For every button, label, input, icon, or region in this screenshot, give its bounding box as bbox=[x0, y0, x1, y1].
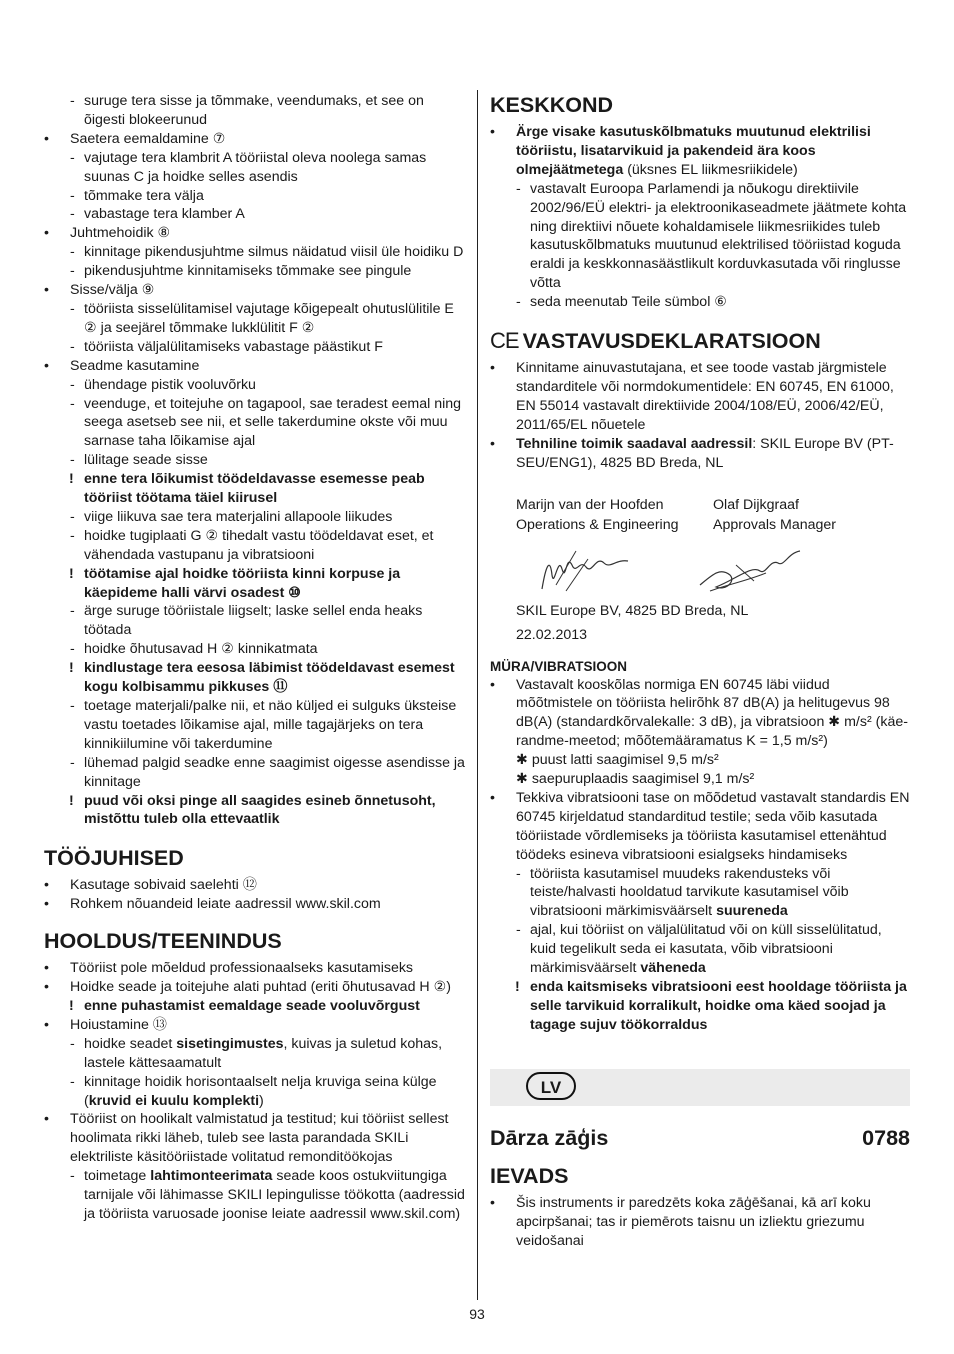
list-item-text: Sisse/välja ⑨ bbox=[70, 282, 155, 299]
signatory-names bbox=[490, 495, 910, 535]
list-item-text: hoidke tugiplaati G ② tihedalt vastu töödeldavat eset, et vähendada vastupanu ja vibratsiooni bbox=[84, 527, 434, 563]
list-item bbox=[490, 435, 910, 473]
list-item bbox=[44, 527, 468, 565]
right-column bbox=[490, 92, 910, 1250]
list-item-text: enne tera lõikumist töödeldavasse esemesse peab tööriist töötama täiel kiirusel bbox=[84, 471, 425, 507]
list-item bbox=[44, 376, 468, 395]
signatory-2-name: Olaf Dijkgraaf bbox=[713, 496, 799, 513]
dash-marker: - bbox=[70, 603, 75, 620]
bullet-icon: • bbox=[44, 357, 49, 374]
noise-vibration-list bbox=[490, 676, 910, 1035]
list-item-text: ✱ saepuruplaadis saagimisel 9,1 m/s² bbox=[516, 771, 755, 788]
dash-marker: - bbox=[70, 754, 75, 771]
dash-marker: - bbox=[70, 1073, 75, 1090]
bullet-icon: • bbox=[44, 960, 49, 977]
section-title-vastavus bbox=[490, 328, 910, 354]
ce-mark-icon: CE bbox=[490, 328, 519, 354]
list-item bbox=[44, 1073, 468, 1111]
list-item-text: Saetera eemaldamine ⑦ bbox=[70, 130, 226, 147]
bullet-icon: • bbox=[490, 435, 495, 452]
bullet-icon: • bbox=[44, 896, 49, 913]
bullet-icon: • bbox=[44, 1111, 49, 1128]
text-segment: , kuivas ja suletud kohas, lastele kättesaamatult bbox=[84, 1035, 443, 1071]
warning-mark-icon: ! bbox=[69, 792, 74, 809]
bullet-icon: • bbox=[490, 1194, 495, 1211]
maintenance-list bbox=[44, 959, 468, 1224]
list-item-text: Kinnitame ainuvastutajana, et see toode vastab järgmistele standarditele või normdokumentidele: EN 60745, EN 61000, EN 55014 vastavalt direktiivide 2004/108/EÜ, 2006/42/EÜ, 2011/65/EL nõuetele bbox=[516, 360, 894, 433]
dash-marker: - bbox=[70, 641, 75, 658]
list-item-text: lülitage seade sisse bbox=[84, 452, 208, 469]
list-item-text bbox=[530, 866, 849, 920]
list-item bbox=[44, 1167, 468, 1224]
left-column bbox=[44, 92, 468, 1224]
list-item-text: Tööriist on hoolikalt valmistatud ja testitud; kui tööriist sellest hoolimata rikki läheb, tuleb see lasta parandada SKILi elektriliste käsitööriistade volitatud remonditöökojas bbox=[70, 1111, 449, 1166]
list-item-text: vajutage tera klambrit A tööriistal oleva noolega samas suunas C ja hoidke selles asendis bbox=[84, 149, 427, 185]
list-item-text: puud või oksi pinge all saagides esineb õnnetusoht, mistõttu tuleb olla ettevaatlik bbox=[84, 792, 436, 828]
bullet-icon: • bbox=[44, 877, 49, 894]
emphasis-text: lahtimonteerimata bbox=[150, 1168, 273, 1185]
list-item bbox=[44, 1110, 468, 1167]
list-item bbox=[490, 293, 910, 312]
warning-mark-icon: ! bbox=[69, 565, 74, 582]
warning-mark-icon: ! bbox=[69, 471, 74, 488]
list-item bbox=[490, 359, 910, 435]
declaration-list bbox=[490, 359, 910, 472]
list-item-text: hoidke õhutusavad H ② kinnikatmata bbox=[84, 641, 318, 658]
text-segment: (üksnes EL liikmesriikidele) bbox=[623, 161, 798, 178]
list-item-text: enda kaitsmiseks vibratsiooni eest hooldage tööriista ja selle tarvikuid korralikult, hoidke oma käed soojad ja tagage sujuv töökorraldus bbox=[530, 979, 907, 1033]
product-code: 0788 bbox=[862, 1125, 910, 1150]
dash-marker: - bbox=[70, 452, 75, 469]
introduction-list bbox=[490, 1194, 910, 1251]
bullet-icon: • bbox=[44, 225, 49, 242]
text-segment: tööriista kasutamisel muudeks rakendusteks või teiste/halvasti hooldatud tarvikute kasutamisel võib vibratsiooni märkimisväärselt bbox=[530, 865, 849, 920]
list-item bbox=[490, 978, 910, 1035]
list-item-text: tööriista sisselülitamisel vajutage kõigepealt ohutuslülitile E ② ja seejärel tõmmake lukklülitit F ② bbox=[84, 300, 454, 336]
emphasis-text: sisetingimustes bbox=[176, 1035, 284, 1052]
list-item bbox=[44, 395, 468, 452]
list-item bbox=[44, 997, 468, 1016]
list-item bbox=[490, 180, 910, 293]
list-item-text: ärge suruge tööriistale liigselt; laske sellel enda heaks töötada bbox=[84, 603, 423, 639]
list-item-text: toetage materjali/palke nii, et näo küljed ei sulguks üksteise vastu toetades lõikamise ajal, mille tagajärjeks on tera kinnikiilumine või takerdumine bbox=[84, 698, 457, 752]
section-title-mura: MÜRA/VIBRATSIOON bbox=[490, 658, 627, 674]
list-item bbox=[44, 876, 468, 895]
list-item-text: kindlustage tera eesosa läbimist töödeldavast esemest kogu kolbisammu pikkuses ⑪ bbox=[84, 660, 455, 696]
list-item bbox=[490, 676, 910, 752]
list-item bbox=[44, 338, 468, 357]
signature-2-icon bbox=[696, 545, 806, 597]
emphasis-text: väheneda bbox=[640, 960, 706, 977]
list-item-text: Vastavalt kooskõlas normiga EN 60745 läbi viidud mõõtmistele on tööriista helirõhk 87 dB(A) ja helitugevus 98 dB(A) (standardkõrvalekalle: 3 dB), ja vibratsioon ✱ m/s² (käe-randme-meetod; mõõtemääramatus K = 1,5 m/s²) bbox=[516, 676, 908, 750]
dash-marker: - bbox=[70, 698, 75, 714]
text-segment: ajal, kui tööriist on väljalülitatud või on küll sisselülitatud, kuid tegelikult seda ei kasutata, võib vibratsiooni märkimisväärselt bbox=[530, 922, 882, 977]
list-item bbox=[44, 659, 468, 697]
dash-marker: - bbox=[516, 180, 521, 197]
list-item bbox=[44, 959, 468, 978]
list-item bbox=[44, 92, 468, 130]
list-item bbox=[44, 243, 468, 262]
list-item-text bbox=[84, 1168, 465, 1222]
text-segment: seade koos ostukviitungiga tarnijale või lähimasse SKILI lepingulisse töökotta (aadressid ja tööriista varuosade joonise leiate aadressil www.skil.com) bbox=[84, 1168, 465, 1222]
list-item-text: seda meenutab Teile sümbol ⑥ bbox=[530, 294, 728, 311]
list-item bbox=[490, 770, 910, 789]
dash-marker: - bbox=[70, 187, 75, 204]
dash-marker: - bbox=[70, 206, 75, 223]
list-item-text: vastavalt Euroopa Parlamendi ja nõukogu direktiivile 2002/96/EÜ elektri- ja elektroonikaseadmete jäätmete kohta ning direktiivi nõuete kohaldamisele liikmesriikides tuleb kasutuskõlbmatuks muutunud elektrilised tööriistad koguda eraldi ja keskkonnasäästlikult korduvkasutada või ringlusse võtta bbox=[530, 180, 907, 292]
list-item-text: töötamise ajal hoidke tööriista kinni korpuse ja käepideme halli värvi osadest ⑩ bbox=[84, 565, 401, 601]
list-item bbox=[44, 451, 468, 470]
list-item bbox=[44, 640, 468, 659]
dash-marker: - bbox=[70, 376, 75, 393]
list-item bbox=[44, 262, 468, 281]
usage-instructions-list bbox=[44, 92, 468, 829]
list-item bbox=[490, 751, 910, 770]
list-item-text: Šis instruments ir paredzēts koka zāģēšanai, kā arī koku apcirpšanai; tas ir piemērots taisnu un izliektu griezumu veidošanai bbox=[516, 1194, 871, 1249]
text-segment: ) bbox=[259, 1092, 264, 1109]
dash-marker: - bbox=[70, 1035, 75, 1052]
signatory-1-role: Operations & Engineering bbox=[516, 516, 679, 533]
list-item-text: Juhtmehoidik ⑧ bbox=[70, 225, 171, 242]
dash-marker: - bbox=[70, 244, 75, 261]
list-item bbox=[44, 187, 468, 206]
list-item bbox=[44, 149, 468, 187]
list-item-text: Tööriist pole mõeldud professionaalseks kasutamiseks bbox=[70, 960, 414, 977]
list-item bbox=[44, 205, 468, 224]
text-segment: kinnitage hoidik horisontaalselt nelja kruviga seina külge ( bbox=[84, 1073, 437, 1109]
list-item-text: pikendusjuhtme kinnitamiseks tõmmake see pingule bbox=[84, 263, 412, 280]
section-title-keskkond: KESKKOND bbox=[490, 93, 614, 117]
list-item-text: Seadme kasutamine bbox=[70, 357, 200, 374]
list-item-text: Hoidke seade ja toitejuhe alati puhtad (eriti õhutusavad H ②) bbox=[70, 979, 452, 996]
language-bar bbox=[490, 1069, 910, 1106]
bullet-icon: • bbox=[490, 676, 495, 693]
column-divider bbox=[477, 90, 478, 1300]
bullet-icon: • bbox=[490, 789, 495, 806]
dash-marker: - bbox=[70, 395, 75, 412]
list-item-text bbox=[516, 124, 871, 178]
warning-mark-icon: ! bbox=[69, 660, 74, 677]
list-item-text: lühemad palgid seadke enne saagimist oigesse asendisse ja kinnitage bbox=[84, 754, 465, 790]
list-item bbox=[44, 357, 468, 376]
emphasis-text: kruvid ei kuulu komplekti bbox=[88, 1092, 260, 1109]
list-item-text: tööriista väljalülitamiseks vabastage päästikut F bbox=[84, 338, 383, 355]
page-number: 93 bbox=[469, 1306, 485, 1322]
dash-marker: - bbox=[70, 149, 75, 166]
list-item-text bbox=[84, 1074, 437, 1109]
list-item-text: tõmmake tera välja bbox=[84, 187, 204, 204]
bullet-icon: • bbox=[490, 360, 495, 377]
list-item-text: enne puhastamist eemaldage seade vooluvõrgust bbox=[84, 997, 420, 1014]
list-item bbox=[44, 754, 468, 792]
bullet-icon: • bbox=[44, 1016, 49, 1033]
work-tips-list bbox=[44, 876, 468, 914]
section-title-ievads: IEVADS bbox=[490, 1163, 569, 1188]
list-item-text: kinnitage pikendusjuhtme silmus näidatud viisil üle hoidiku D bbox=[84, 244, 464, 261]
product-title-row bbox=[490, 1126, 910, 1151]
dash-marker: - bbox=[70, 527, 75, 544]
list-item bbox=[490, 865, 910, 922]
dash-marker: - bbox=[70, 93, 75, 109]
list-item-text bbox=[516, 436, 894, 471]
list-item bbox=[44, 792, 468, 830]
bullet-icon: • bbox=[44, 130, 49, 147]
list-item bbox=[44, 978, 468, 997]
list-item bbox=[44, 697, 468, 754]
signatures bbox=[490, 545, 910, 597]
list-item bbox=[44, 130, 468, 149]
signatory-1-name: Marijn van der Hoofden bbox=[516, 496, 664, 513]
bullet-icon: • bbox=[490, 124, 495, 140]
emphasis-text: Ärge visake kasutuskõlbmatuks muutunud elektrilisi tööriistu, lisatarvikuid ja pakendeid ära koos olmejäätmetega bbox=[516, 124, 871, 178]
signature-1-icon bbox=[536, 545, 636, 597]
list-item bbox=[44, 281, 468, 300]
list-item bbox=[44, 300, 468, 338]
section-title-hooldus: HOOLDUS/TEENINDUS bbox=[44, 929, 282, 954]
list-item bbox=[490, 123, 910, 180]
list-item bbox=[490, 1194, 910, 1251]
product-name: Dārza zāģis bbox=[490, 1125, 609, 1150]
list-item bbox=[490, 789, 910, 865]
dash-marker: - bbox=[516, 294, 521, 311]
warning-mark-icon: ! bbox=[515, 979, 520, 995]
list-item bbox=[44, 224, 468, 243]
emphasis-text: suureneda bbox=[716, 903, 788, 920]
dash-marker: - bbox=[70, 508, 75, 525]
dash-marker: - bbox=[516, 922, 521, 939]
list-item-text: ✱ puust latti saagimisel 9,5 m/s² bbox=[516, 752, 719, 769]
text-segment: : SKIL Europe BV (PT-SEU/ENG1), 4825 BD Breda, NL bbox=[516, 435, 894, 471]
language-badge: LV bbox=[526, 1072, 576, 1100]
text-segment: hoidke seadet bbox=[84, 1035, 177, 1052]
warning-mark-icon: ! bbox=[69, 997, 74, 1014]
list-item-text: veenduge, et toitejuhe on tagapool, sae teradest eemal ning seega asetseb see nii, et selle takerdumine okste või muu sarnase taha lõikamise ajal bbox=[84, 395, 462, 450]
section-title-toojuhised: TÖÖJUHISED bbox=[44, 846, 184, 871]
emphasis-text: Tehniline toimik saadaval aadressil bbox=[516, 435, 753, 452]
list-item-text: Kasutage sobivaid saelehti ⑫ bbox=[70, 877, 257, 894]
list-item-text bbox=[84, 1036, 442, 1071]
text-segment: toimetage bbox=[84, 1168, 151, 1185]
list-item bbox=[44, 1035, 468, 1073]
list-item-text: viige liikuva sae tera materjalini allapoole liikudes bbox=[84, 508, 393, 525]
list-item bbox=[44, 1016, 468, 1035]
list-item-text: vabastage tera klamber A bbox=[84, 206, 245, 223]
bullet-icon: • bbox=[44, 979, 49, 996]
list-item-text: Hoiustamine ⑬ bbox=[70, 1016, 167, 1033]
company-address: SKIL Europe BV, 4825 BD Breda, NL bbox=[516, 602, 749, 619]
declaration-date: 22.02.2013 bbox=[516, 626, 588, 643]
signatory-2-role: Approvals Manager bbox=[713, 516, 837, 533]
dash-marker: - bbox=[516, 865, 521, 882]
bullet-icon: • bbox=[44, 282, 49, 299]
list-item-text: suruge tera sisse ja tõmmake, veendumaks, et see on õigesti blokeerunud bbox=[84, 93, 424, 128]
dash-marker: - bbox=[70, 338, 75, 355]
list-item-text bbox=[530, 922, 882, 976]
list-item bbox=[44, 470, 468, 508]
list-item bbox=[490, 921, 910, 978]
dash-marker: - bbox=[70, 1168, 75, 1185]
list-item bbox=[44, 565, 468, 603]
list-item bbox=[44, 602, 468, 640]
list-item-text: Rohkem nõuandeid leiate aadressil www.skil.com bbox=[70, 896, 381, 913]
list-item bbox=[44, 508, 468, 527]
list-item bbox=[44, 895, 468, 914]
list-item-text: Tekkiva vibratsiooni tase on mõõdetud vastavalt standardis EN 60745 kirjeldatud standarditud testile; seda võib kasutada tööriistade võrdlemiseks ja tööriista kasutamisel ettenähtud töödeks esineva vibratsiooni esialgseks hindamiseks bbox=[516, 789, 910, 863]
environment-list bbox=[490, 123, 910, 312]
dash-marker: - bbox=[70, 300, 75, 317]
list-item-text: ühendage pistik vooluvõrku bbox=[84, 376, 256, 393]
dash-marker: - bbox=[70, 263, 75, 280]
vastavus-title-text: VASTAVUSDEKLARATSIOON bbox=[522, 329, 821, 354]
